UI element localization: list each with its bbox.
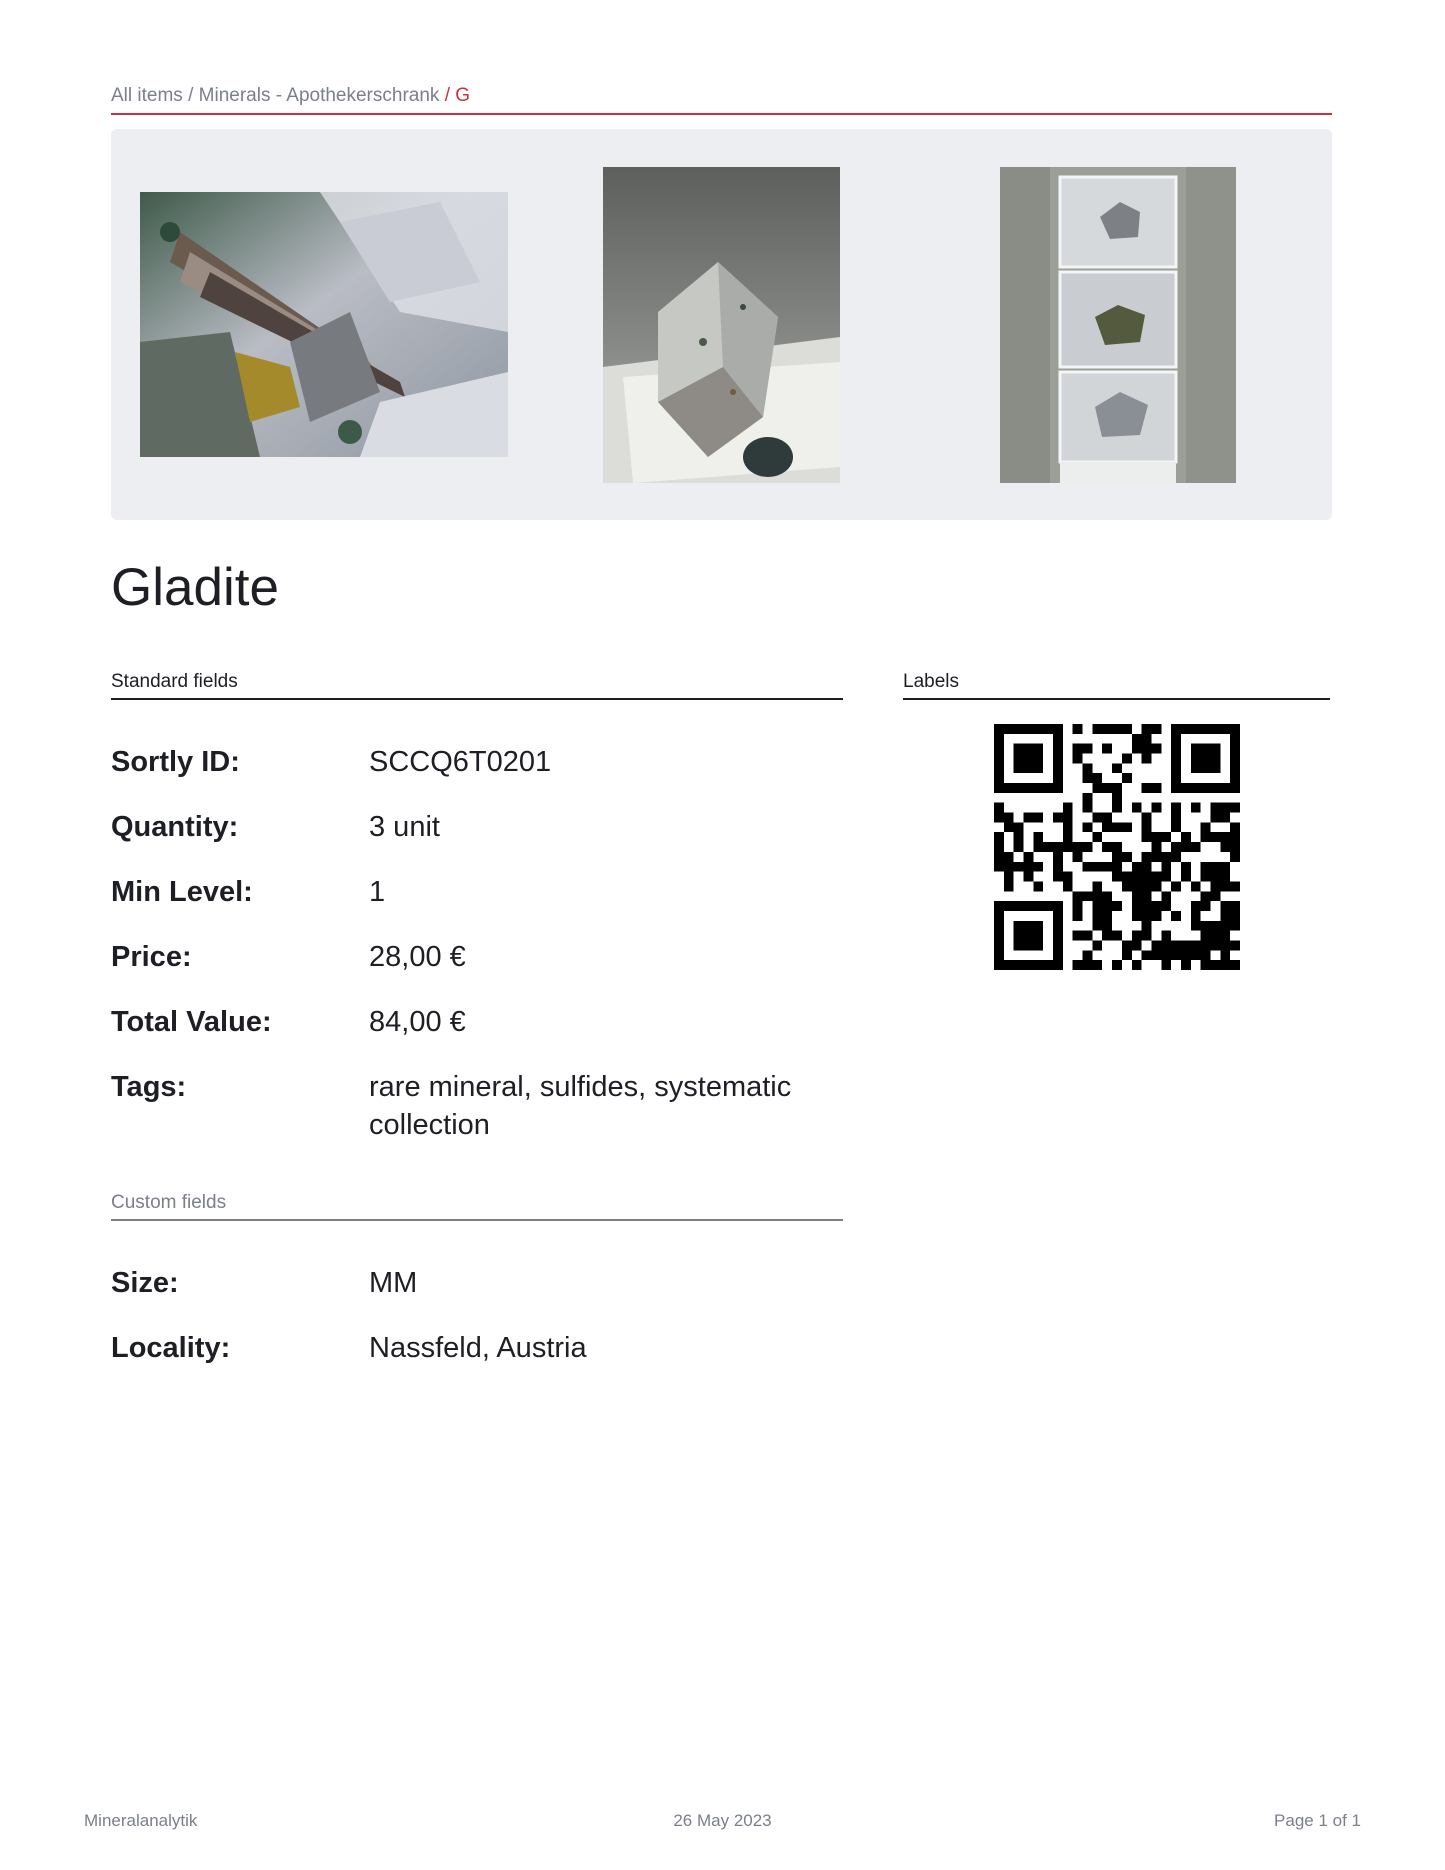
field-value: rare mineral, sulfides, systematic collection — [369, 1071, 792, 1141]
field-value: 3 unit — [369, 811, 440, 843]
field-value: 84,00 € — [369, 1006, 466, 1038]
field-value: 1 — [369, 876, 386, 908]
footer-page-number: Page 1 of 1 — [1274, 1811, 1361, 1830]
footer-company: Mineralanalytik — [84, 1811, 198, 1830]
breadcrumb — [111, 84, 1332, 115]
field-label: Sortly ID: — [111, 746, 240, 778]
mineral-specimen-box-photo[interactable] — [603, 167, 840, 483]
breadcrumb-separator: / — [439, 85, 456, 106]
field-label: Total Value: — [111, 1006, 272, 1038]
field-value: MM — [369, 1267, 418, 1299]
mineral-crystal-photo[interactable] — [140, 192, 508, 457]
field-label: Quantity: — [111, 811, 239, 843]
field-value: SCCQ6T0201 — [369, 746, 552, 778]
qr-code-icon — [994, 724, 1240, 970]
standard-fields-heading: Standard fields — [111, 670, 843, 700]
field-label: Size: — [111, 1267, 179, 1299]
breadcrumb-folder[interactable]: Minerals - Apothekerschrank — [198, 85, 440, 106]
footer-date: 26 May 2023 — [673, 1811, 772, 1830]
item-title: Gladite — [111, 558, 279, 617]
field-label: Tags: — [111, 1071, 187, 1103]
field-label: Price: — [111, 941, 192, 973]
custom-fields-heading: Custom fields — [111, 1191, 843, 1221]
field-label: Locality: — [111, 1332, 231, 1364]
labels-heading: Labels — [903, 670, 1330, 700]
field-value: Nassfeld, Austria — [369, 1332, 587, 1364]
breadcrumb-current: G — [455, 85, 471, 106]
specimen-boxes-stack-photo[interactable] — [1000, 167, 1236, 483]
breadcrumb-all-items[interactable]: All items — [111, 85, 183, 106]
photo-gallery — [111, 129, 1332, 520]
breadcrumb-separator: / — [182, 85, 199, 106]
field-value: 28,00 € — [369, 941, 466, 973]
field-label: Min Level: — [111, 876, 253, 908]
